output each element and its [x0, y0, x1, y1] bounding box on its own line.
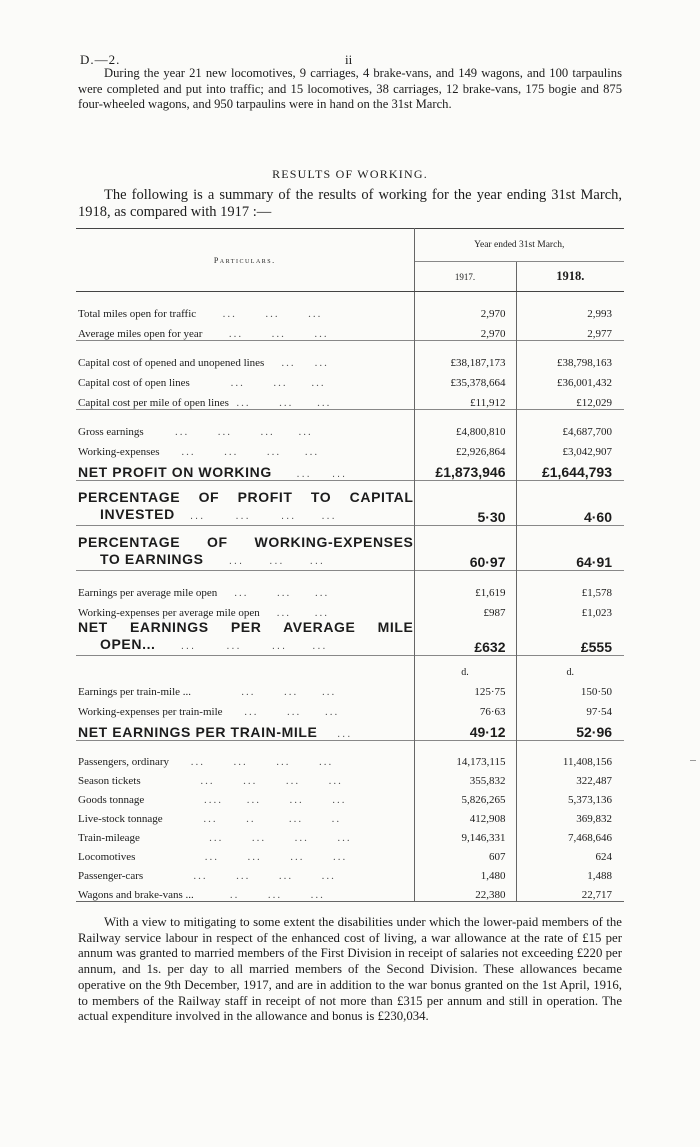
table-row: Capital cost of open lines ... ... ... £35,378,664 £36,001,432: [76, 369, 624, 389]
value-1918: £36,001,432: [557, 377, 613, 389]
value-1918: £1,644,793: [541, 464, 613, 480]
table-row-net-earnings-mile: NET EARNINGS PER AVERAGE MILE OPEN... ... ... ... ... £632 £555: [76, 619, 624, 656]
row-label: Working-expenses per average mile open: [78, 607, 260, 619]
row-label-line2: OPEN...: [100, 636, 156, 652]
value-1918: £12,029: [576, 397, 613, 409]
value-1918: £1,023: [581, 607, 613, 619]
value-1918: 97·54: [586, 706, 613, 718]
value-1917: £1,619: [414, 579, 516, 599]
value-1917: 2,970: [414, 320, 516, 341]
table-row: Working-expenses per train-mile ... ... ... 76·63 97·54: [76, 698, 624, 718]
table-row: Total miles open for traffic ... ... ... 2,970 2,993: [76, 300, 624, 320]
value-1918: 22,717: [516, 882, 624, 902]
row-label: Capital cost per mile of open lines: [78, 397, 229, 409]
table-row: Passengers, ordinary ... ... ... ... 14,173,115 11,408,156: [76, 749, 624, 768]
intro-paragraph: During the year 21 new locomotives, 9 carriages, 4 brake-vans, and 149 wagons, and 100 tarpaulins were completed and put into traffic; and 15 locomotives, 38 carriages, 12 brake-vans, 175 bogie and 875 four-wheeled wagons, and 950 tarpaulins were in hand on the 31st March.: [78, 66, 622, 112]
value-1917: 125·75: [414, 678, 516, 698]
page-number: ii: [345, 52, 353, 67]
value-1917: 76·63: [414, 698, 516, 718]
row-label-line2: TO EARNINGS: [100, 551, 204, 567]
value-1917: 49·12: [414, 718, 516, 741]
table-row: Goods tonnage .... ... ... ... 5,826,265 5,373,136: [76, 787, 624, 806]
row-label: Capital cost of open lines: [78, 377, 190, 389]
value-1917: 9,146,331: [414, 825, 516, 844]
row-label: Working-expenses per train-mile: [78, 706, 223, 718]
table-row: Working-expenses ... ... ... ... £2,926,864 £3,042,907: [76, 438, 624, 458]
table-row: Average miles open for year ... ... ... 2,970 2,977: [76, 320, 624, 341]
value-1918: £4,687,700: [562, 426, 613, 438]
value-1918: 7,468,646: [568, 832, 613, 844]
row-label-line1: PERCENTAGE OF PROFIT TO CAPITAL: [78, 489, 414, 505]
row-label: Working-expenses: [78, 446, 160, 458]
table-row: Locomotives ... ... ... ... 607 624: [76, 844, 624, 863]
value-1917: £632: [414, 619, 516, 656]
row-label: NET EARNINGS PER TRAIN-MILE: [78, 724, 318, 740]
value-1917: £987: [414, 599, 516, 619]
row-label-line2: INVESTED: [100, 506, 175, 522]
value-1918: £3,042,907: [562, 446, 613, 458]
row-label: Season tickets: [78, 775, 141, 787]
table-row: Season tickets ... ... ... ... 355,832 322,487: [76, 768, 624, 787]
pence-unit-1918: d.: [566, 667, 574, 678]
table-row: Wagons and brake-vans ... .. ... ... 22,380 22,717: [76, 882, 624, 902]
row-label: Live-stock tonnage: [78, 813, 163, 825]
row-label: Train-mileage: [78, 832, 140, 844]
row-label: Earnings per train-mile ...: [78, 686, 192, 698]
value-1917: 355,832: [414, 768, 516, 787]
value-1917: £4,800,810: [414, 418, 516, 438]
value-1918: £555: [580, 639, 613, 655]
value-1918: 52·96: [576, 724, 613, 740]
row-label-line1: NET EARNINGS PER AVERAGE MILE: [78, 619, 414, 635]
value-1918: 369,832: [576, 813, 613, 825]
table-row: Gross earnings ... ... ... ... £4,800,810 £4,687,700: [76, 418, 624, 438]
value-1917: £11,912: [414, 389, 516, 410]
value-1918: £1,578: [581, 587, 613, 599]
header-year-ended: Year ended 31st March,: [414, 229, 624, 262]
value-1918: 4·60: [583, 509, 613, 525]
row-label: Capital cost of opened and unopened lines: [78, 357, 265, 369]
table-row: Capital cost per mile of open lines ... ... ... £11,912 £12,029: [76, 389, 624, 410]
header-1917: 1917.: [414, 262, 516, 292]
row-label: Passengers, ordinary: [78, 756, 170, 768]
value-1917: 412,908: [414, 806, 516, 825]
value-1917: 5·30: [414, 489, 516, 526]
value-1917: £35,378,664: [414, 369, 516, 389]
value-1918: £38,798,163: [557, 357, 613, 369]
row-label: NET PROFIT ON WORKING: [78, 464, 272, 480]
row-label: Total miles open for traffic: [78, 308, 197, 320]
value-1918: 2,977: [587, 328, 613, 340]
table-row: Working-expenses per average mile open ... ... £987 £1,023: [76, 599, 624, 619]
closing-paragraph: With a view to mitigating to some extent the disabilities under which the lower-paid members of the Railway service labour in respect of the enhanced cost of living, a war allowance at the rate of £15 per annum was granted to married members of the First Division in receipt of salaries not exceeding £220 per annum, and 1s. per day to all married members of the Second Division. These allowances became operative on the 9th December, 1917, and are in addition to the war bonus granted on the 1st April, 1916, to members of the Railway staff in receipt of not more than £315 per annum and still in operation. The actual expenditure involved in the allowance and bonus is £230,034.: [78, 915, 622, 1024]
table-row-net-profit: NET PROFIT ON WORKING ... ... £1,873,946 £1,644,793: [76, 458, 624, 481]
value-1918: 11,408,156: [562, 756, 613, 768]
value-1917: 14,173,115: [414, 749, 516, 768]
row-label: Gross earnings: [78, 426, 144, 438]
margin-mark: [690, 760, 696, 761]
value-1917: 5,826,265: [414, 787, 516, 806]
value-1918: 624: [595, 851, 613, 863]
pence-unit-row: [76, 664, 624, 678]
value-1917: 1,480: [414, 863, 516, 882]
table-row: Train-mileage ... ... ... ... 9,146,331 7,468,646: [76, 825, 624, 844]
row-label: Wagons and brake-vans ...: [78, 889, 194, 901]
table-row: Earnings per average mile open ... ... ... £1,619 £1,578: [76, 579, 624, 599]
value-1917: 22,380: [414, 882, 516, 902]
value-1918: 5,373,136: [568, 794, 613, 806]
row-label: Locomotives: [78, 851, 136, 863]
table-row: Passenger-cars ... ... ... ... 1,480 1,488: [76, 863, 624, 882]
header-particulars: Particulars.: [76, 229, 414, 292]
row-label: Passenger-cars: [78, 870, 144, 882]
row-label: Earnings per average mile open: [78, 587, 218, 599]
pence-unit-1917: d.: [414, 664, 516, 678]
value-1917: 60·97: [414, 534, 516, 571]
value-1918: 64·91: [576, 554, 613, 570]
table-row: Earnings per train-mile ... ... ... ... 125·75 150·50: [76, 678, 624, 698]
value-1917: 2,970: [414, 300, 516, 320]
table-row: Capital cost of opened and unopened lines ... ... £38,187,173 £38,798,163: [76, 349, 624, 369]
value-1918: 1,488: [587, 870, 613, 882]
table-row-net-earnings-train: NET EARNINGS PER TRAIN-MILE ... 49·12 52·96: [76, 718, 624, 741]
value-1917: £2,926,864: [414, 438, 516, 458]
document-reference: D.—2.: [80, 52, 121, 67]
table-row: Live-stock tonnage ... .. ... .. 412,908 369,832: [76, 806, 624, 825]
value-1917: 607: [414, 844, 516, 863]
row-label: Average miles open for year: [78, 328, 203, 340]
row-label: Goods tonnage: [78, 794, 145, 806]
header-1918: 1918.: [516, 262, 624, 292]
value-1918: 322,487: [576, 775, 613, 787]
value-1918: 150·50: [580, 686, 613, 698]
value-1918: 2,993: [587, 308, 613, 320]
results-table: [76, 228, 624, 902]
summary-intro: The following is a summary of the results of working for the year ending 31st March, 1918, as compared with 1917 :—: [78, 187, 622, 220]
table-row-percentage-profit: PERCENTAGE OF PROFIT TO CAPITAL INVESTED ... ... ... ... 5·30 4·60: [76, 489, 624, 526]
value-1917: £1,873,946: [414, 458, 516, 481]
row-label-line1: PERCENTAGE OF WORKING-EXPENSES: [78, 534, 414, 550]
table-row-percentage-expenses: PERCENTAGE OF WORKING-EXPENSES TO EARNINGS ... ... ... 60·97 64·91: [76, 534, 624, 571]
value-1917: £38,187,173: [414, 349, 516, 369]
section-title: RESULTS OF WORKING.: [272, 167, 428, 181]
